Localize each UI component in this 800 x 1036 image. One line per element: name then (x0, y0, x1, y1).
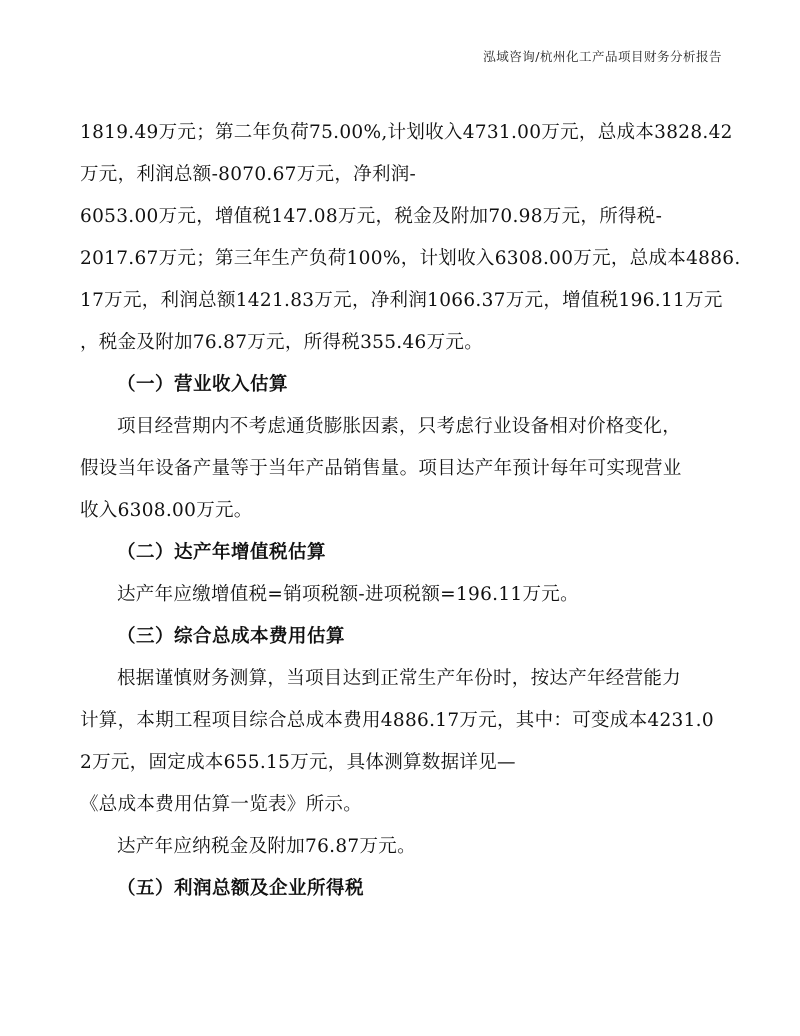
body-line: ，税金及附加76.87万元，所得税355.46万元。 (80, 332, 483, 353)
body-line: 计算，本期工程项目综合总成本费用4886.17万元，其中：可变成本4231.0 (80, 710, 714, 731)
body-line: 6053.00万元，增值税147.08万元，税金及附加70.98万元，所得税- (80, 206, 663, 227)
body-line: 收入6308.00万元。 (80, 500, 253, 521)
section-heading-profit: （五）利润总额及企业所得税 (117, 878, 365, 899)
body-line: 根据谨慎财务测算，当项目达到正常生产年份时，按达产年经营能力 (117, 668, 682, 689)
section-heading-vat: （二）达产年增值税估算 (117, 542, 327, 563)
body-line: 万元，利润总额-8070.67万元，净利润- (80, 164, 417, 185)
body-line: 1819.49万元；第二年负荷75.00%,计划收入4731.00万元，总成本3828.42 (80, 122, 733, 143)
body-line: 达产年应缴增值税=销项税额-进项税额=196.11万元。 (117, 584, 579, 605)
body-line: 项目经营期内不考虑通货膨胀因素，只考虑行业设备相对价格变化， (117, 416, 682, 437)
section-heading-revenue: （一）营业收入估算 (117, 374, 289, 395)
body-line: 《总成本费用估算一览表》所示。 (80, 794, 363, 815)
body-line: 17万元，利润总额1421.83万元，净利润1066.37万元，增值税196.11万元 (80, 290, 723, 311)
body-line: 假设当年设备产量等于当年产品销售量。项目达产年预计每年可实现营业 (80, 458, 682, 479)
document-body (80, 112, 741, 910)
page-header: 泓域咨询/杭州化工产品项目财务分析报告 (483, 49, 722, 64)
body-line: 达产年应纳税金及附加76.87万元。 (117, 836, 416, 857)
body-line: 2017.67万元；第三年生产负荷100%，计划收入6308.00万元，总成本4886. (80, 248, 741, 269)
body-line: 2万元，固定成本655.15万元，具体测算数据详见— (80, 752, 516, 773)
section-heading-total-cost: （三）综合总成本费用估算 (117, 626, 346, 647)
